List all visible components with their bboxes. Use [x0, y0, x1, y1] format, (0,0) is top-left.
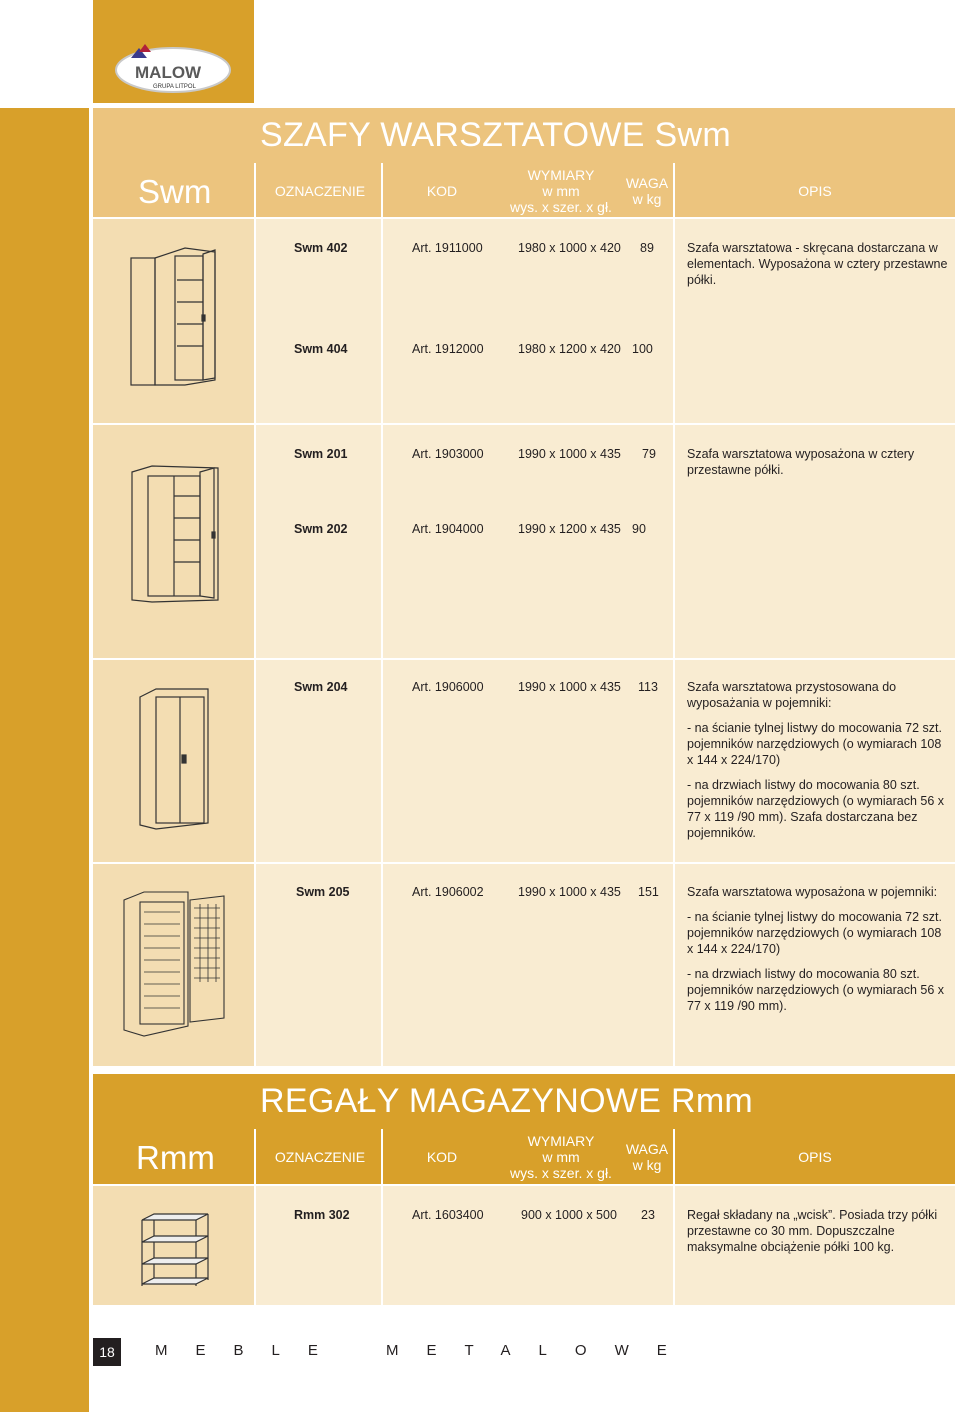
- col-waga: [620, 175, 674, 207]
- col-waga-line2: w kg: [632, 191, 662, 207]
- row-wymiary: 1990 x 1000 x 435: [518, 447, 621, 461]
- col-waga-line2: w kg: [632, 1157, 662, 1173]
- row-name: Swm 202: [294, 522, 348, 536]
- row-name: Swm 402: [294, 241, 348, 255]
- row-opis-line: - na drzwiach listwy do mocowania 80 szt. pojemników narzędziowych (o wymiarach 56 x 77 x 119 /90 mm). Szafa dostarczana bez pojemników.: [687, 778, 945, 840]
- row-waga: 100: [632, 342, 653, 356]
- footer-word-meble: MEBLE: [155, 1342, 346, 1359]
- row-opis: [687, 240, 949, 297]
- row-wymiary: 1990 x 1200 x 435: [518, 522, 621, 536]
- cabinet-swm204-image: [136, 685, 216, 833]
- cabinet-swm205-image: [120, 890, 228, 1040]
- page-number-box: [93, 1338, 121, 1366]
- col-opis: OPIS: [798, 183, 832, 199]
- row-opis-line: Szafa warsztatowa - skręcana dostarczana w elementach. Wyposażona w cztery przestawne półki.: [687, 241, 948, 287]
- left-band: [0, 108, 89, 1412]
- row-opis-line: - na ścianie tylnej listwy do mocowania 72 szt. pojemników narzędziowych (o wymiarach 108 x 144 x 224/170): [687, 910, 942, 956]
- row-opis-line: Regał składany na „wcisk”. Posiada trzy półki przestawne co 30 mm. Dopuszczalne maksymalne obciążenie półki 100 kg.: [687, 1208, 938, 1254]
- row-opis: [687, 679, 947, 850]
- row-waga: 79: [642, 447, 656, 461]
- company-logo: [93, 0, 254, 103]
- col-opis: OPIS: [798, 1149, 832, 1165]
- col-wymiary-line1: WYMIARY: [527, 167, 595, 183]
- col-kod: KOD: [426, 1149, 458, 1165]
- row-wymiary: 1990 x 1000 x 435: [518, 885, 621, 899]
- divider: [254, 163, 256, 1066]
- row-opis-line: - na drzwiach listwy do mocowania 80 szt. pojemników narzędziowych (o wymiarach 56 x 77 x 119 /90 mm).: [687, 967, 945, 1013]
- col-wymiary-line1: WYMIARY: [527, 1133, 595, 1149]
- col-wymiary: [505, 167, 617, 215]
- col-kod: KOD: [426, 183, 458, 199]
- divider: [673, 163, 675, 1066]
- col-wymiary-line3: wys. x szer. x gł.: [510, 199, 612, 215]
- section2-code: Rmm: [136, 1139, 215, 1176]
- row-kod: Art. 1903000: [412, 447, 484, 461]
- col-oznaczenie: OZNACZENIE: [274, 1149, 366, 1165]
- divider: [381, 1129, 383, 1305]
- row-name: Swm 205: [296, 885, 350, 899]
- divider: [673, 1129, 675, 1305]
- row-wymiary: 1980 x 1200 x 420: [518, 342, 621, 356]
- row-waga: 113: [638, 680, 658, 694]
- row-wymiary: 1990 x 1000 x 435: [518, 680, 621, 694]
- col-waga-line1: WAGA: [625, 175, 669, 191]
- section1-title: SZAFY WARSZTATOWE Swm: [260, 116, 731, 154]
- row-kod: Art. 1904000: [412, 522, 484, 536]
- col-wymiary-line2: w mm: [542, 1149, 580, 1165]
- col-wymiary-line2: w mm: [542, 183, 580, 199]
- svg-text:GRUPA LITPOL: GRUPA LITPOL: [153, 84, 196, 90]
- col-oznaczenie: OZNACZENIE: [274, 183, 366, 199]
- col-wymiary: [505, 1133, 617, 1181]
- row-wymiary: 1980 x 1000 x 420: [518, 241, 621, 255]
- footer-word-metalowe: METALOWE: [386, 1342, 695, 1359]
- row-opis-line: Szafa warsztatowa wyposażona w pojemniki:: [687, 885, 938, 899]
- divider: [93, 1184, 955, 1186]
- row-kod: Art. 1603400: [412, 1208, 484, 1222]
- divider: [93, 862, 955, 864]
- row-opis: [687, 1207, 949, 1264]
- col-waga: [620, 1141, 674, 1173]
- col-wymiary-line3: wys. x szer. x gł.: [510, 1165, 612, 1181]
- logo-block: [93, 0, 254, 103]
- page-number: 18: [99, 1344, 115, 1360]
- divider: [93, 423, 955, 425]
- row-kod: Art. 1911000: [412, 241, 483, 255]
- divider: [381, 163, 383, 1066]
- row-name: Rmm 302: [294, 1208, 350, 1222]
- row-wymiary: 900 x 1000 x 500: [521, 1208, 617, 1222]
- row-name: Swm 404: [294, 342, 348, 356]
- svg-text:MALOW: MALOW: [135, 63, 202, 82]
- cabinet-swm402-image: [125, 240, 225, 390]
- row-opis: [687, 884, 947, 1023]
- row-waga: 89: [640, 241, 654, 255]
- row-opis: [687, 446, 955, 487]
- section2-title: REGAŁY MAGAZYNOWE Rmm: [260, 1082, 754, 1120]
- section1-code: Swm: [138, 173, 212, 210]
- divider: [254, 1129, 256, 1305]
- divider: [93, 658, 955, 660]
- row-waga: 23: [641, 1208, 655, 1222]
- col-waga-line1: WAGA: [625, 1141, 669, 1157]
- row-kod: Art. 1906000: [412, 680, 484, 694]
- row-kod: Art. 1906002: [412, 885, 484, 899]
- row-kod: Art. 1912000: [412, 342, 484, 356]
- rack-rmm302-image: [136, 1210, 214, 1290]
- row-opis-line: - na ścianie tylnej listwy do mocowania 72 szt. pojemników narzędziowych (o wymiarach 108 x 144 x 224/170): [687, 721, 942, 767]
- divider: [93, 217, 955, 219]
- row-name: Swm 204: [294, 680, 348, 694]
- row-name: Swm 201: [294, 447, 348, 461]
- cabinet-swm201-image: [128, 462, 223, 607]
- row-waga: 151: [638, 885, 659, 899]
- row-opis-line: Szafa warsztatowa wyposażona w cztery przestawne półki.: [687, 447, 915, 477]
- row-waga: 90: [632, 522, 646, 536]
- row-opis-line: Szafa warsztatowa przystosowana do wyposażania w pojemniki:: [687, 680, 897, 710]
